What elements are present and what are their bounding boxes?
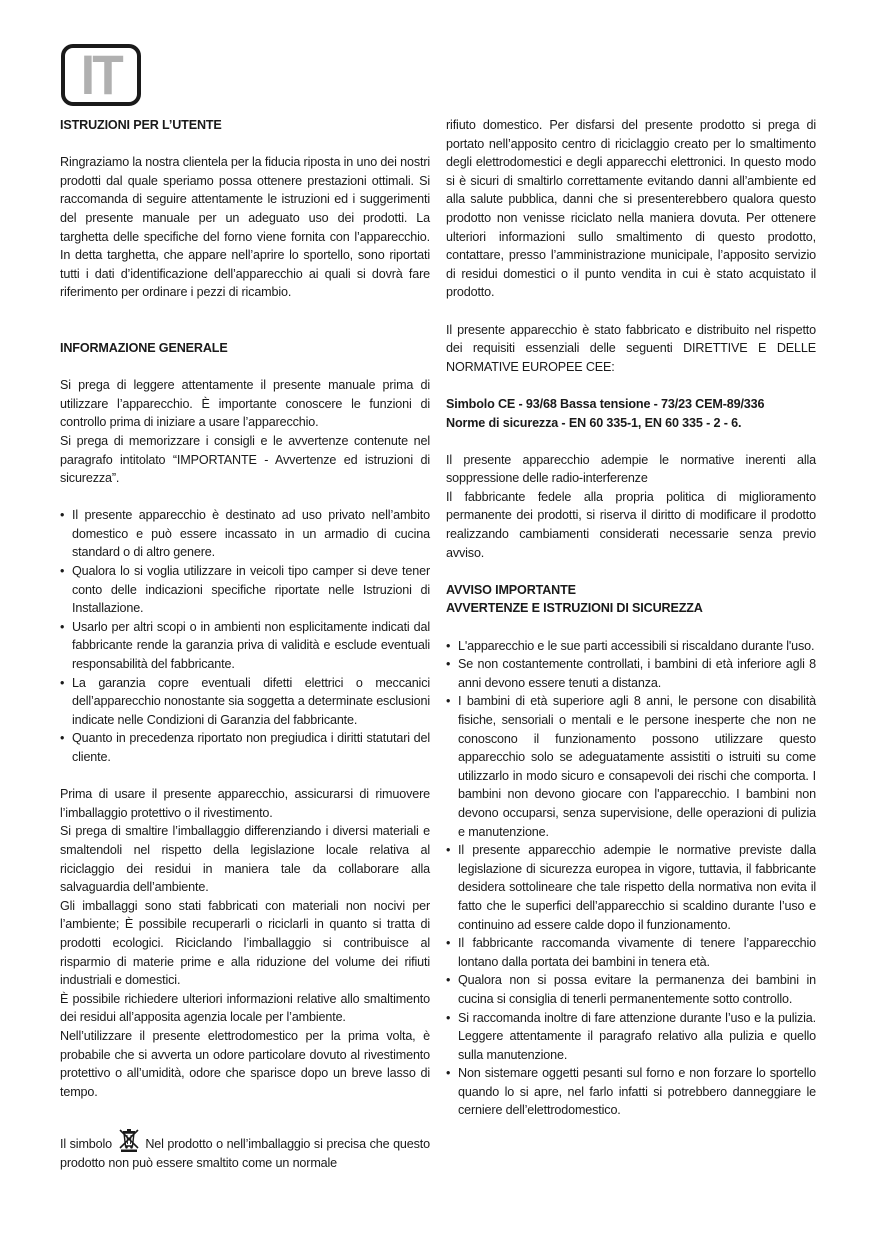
packaging-paragraph-5: Nell’utilizzare il presente elettrodomestico per la prima volta, è probabile che si avverta un odore particolare dovuto al rivestimento protettivo o all’umidità, odore che sparisce dopo un breve lasso di tempo. [60,1028,430,1099]
left-column [60,116,430,1172]
directives-paragraph: Il presente apparecchio è stato fabbricato e distribuito nel rispetto dei requisiti essenziali delle seguenti DIRETTIVE E DELLE NORMATIVE EUROPEE CEE: [446,322,816,374]
list-item: • Il fabbricante raccomanda vivamente di tenere l’apparecchio lontano dalla portata dei bambini in tenera età. [446,934,816,971]
improvement-paragraph: Il fabbricante fedele alla propria politica di miglioramento permanente dei prodotti, si riserva il diritto di modificare il prodotto realizzando cambiamenti considerati necessarie senza previo avviso. [446,489,816,560]
packaging-paragraph-1: Prima di usare il presente apparecchio, assicurarsi di rimuovere l’imballaggio protettivo o il rivestimento. [60,787,430,820]
list-item: • Se non costantemente controllati, i bambini di età inferiore agli 8 anni devono essere tenuti a distanza. [446,655,816,692]
heading-safety-instructions: AVVERTENZE E ISTRUZIONI DI SICUREZZA [446,601,703,616]
packaging-paragraph-4: È possibile richiedere ulteriori informazioni relative allo smaltimento dei residui all’apposita agenzia locale per l’ambiente. [60,991,430,1025]
general-paragraph-1: Si prega di leggere attentamente il presente manuale prima di utilizzare l’apparecchio. È importante conoscere le funzioni di controllo prima di iniziare a usare l’apparecchio. [60,378,430,430]
list-item: • Usarlo per altri scopi o in ambienti non esplicitamente indicati dal fabbricante rende la garanzia priva di validità e esclude eventuali responsabilità del fabbricante. [60,618,430,674]
heading-user-instructions: ISTRUZIONI PER L’UTENTE [60,118,222,132]
symbol-paragraph [60,1128,430,1172]
ce-symbol-line: Simbolo CE - 93/68 Bassa tensione - 73/23 CEM-89/336 [446,396,765,411]
list-item: • I bambini di età superiore agli 8 anni, le persone con disabilità fisiche, sensoriali o mentali e le persone inesperte che non ne conoscono il funzionamento possono utilizzare questo apparecchio solo se adeguatamente assistiti o istruiti su come utilizzarlo in modo sicuro e consapevoli dei rischi che comporta. I bambini non devono giocare con l'apparecchio. I bambini non devono occuparsi, senza supervisione, delle operazioni di pulizia e manutenzione. [446,692,816,841]
crossed-bin-icon [118,1128,140,1152]
list-item: • La garanzia copre eventuali difetti elettrici o meccanici dell’apparecchio nonostante sia soggetta a determinate esclusioni indicate nelle Condizioni di Garanzia del fabbricante. [60,674,430,730]
heading-general-information: INFORMAZIONE GENERALE [60,340,228,355]
packaging-paragraph-2: Si prega di smaltire l’imballaggio differenziando i diversi materiali e smaltendoli nel rispetto della legislazione locale relativa al riciclaggio dei residui in maniera tale da collaborare alla salvaguardia dell’ambiente. [60,824,430,895]
general-paragraph-2: Si prega di memorizzare i consigli e le avvertenze contenute nel paragrafo intitolato “IMPORTANTE - Avvertenze ed istruzioni di sicurezza”. [60,433,430,486]
right-column [446,116,816,1120]
list-item: • Il presente apparecchio è destinato ad uso privato nell’ambito domestico e può essere incassato in un armadio di cucina standard o di altro genere. [60,506,430,562]
packaging-paragraph-3: Gli imballaggi sono stati fabbricati con materiali non nocivi per l’ambiente; È possibile recuperarli o riciclarli in quanto si tratta di prodotti ecologici. Riciclando l’imballaggio si contribuisce al risparmio di materie prime e alla riduzione del volume dei rifiuti industriali e domestici. [60,898,430,988]
intro-paragraph: Ringraziamo la nostra clientela per la fiducia riposta in uno dei nostri prodotti dal quale speriamo possa ottenere prestazioni ottimali. Si raccomanda di seguire attentamente le istruzioni ed i suggerimenti del presente manuale per un adeguato uso dei prodotti. La targhetta delle specifiche del forno viene fornita con l’apparecchio. In detta targhetta, che appare nell’aprire lo sportello, sono riportati tutti i dati d’identificazione dell’apparecchio ai quali si dovrà fare riferimento per ordinare i pezzi di ricambio. [60,155,431,300]
list-item: • L'apparecchio e le sue parti accessibili si riscaldano durante l'uso. [446,637,816,656]
language-badge [61,44,141,106]
list-item: • Quanto in precedenza riportato non pregiudica i diritti statutari del cliente. [60,729,430,766]
list-item: • Si raccomanda inoltre di fare attenzione durante l’uso e la pulizia. Leggere attentamente il paragrafo relativo alla pulizia e quello sulla manutenzione. [446,1009,816,1065]
safety-standards-line: Norme di sicurezza - EN 60 335-1, EN 60 335 - 2 - 6. [446,415,742,430]
symbol-text-before: Il simbolo [60,1137,112,1152]
safety-bullet-list [446,637,816,1120]
general-bullet-list [60,506,430,766]
disposal-paragraph: rifiuto domestico. Per disfarsi del presente prodotto si prega di portato nell’apposito centro di riciclaggio creato per lo smaltimento degli elettrodomestici e degli apparecchi elettronici. In questo modo si è sicuri di smaltirlo correttamente evitando danni all’ambiente ed alla salute pubblica, danni che si presenterebbero qualora questo prodotto non venisse riciclato nella maniera dovuta. Per ottenere ulteriori informazioni sullo smaltimento di questo prodotto, contattare, presso l’amministrazione municipale, l’apposito servizio di residui domestici o il punto vendita in cui è stato acquistato il prodotto. [446,118,816,300]
list-item: • Qualora non si possa evitare la permanenza dei bambini in cucina si consiglia di tenerli permanentemente sotto controllo. [446,971,816,1008]
list-item: • Non sistemare oggetti pesanti sul forno e non forzare lo sportello quando lo si apre, nel farlo infatti si potrebbero danneggiare le cerniere dell’elettrodomestico. [446,1064,816,1120]
list-item: • Qualora lo si voglia utilizzare in veicoli tipo camper si deve tener conto delle indicazioni specifiche riportate nelle Istruzioni di Installazione. [60,562,430,618]
radio-interference-paragraph: Il presente apparecchio adempie le normative inerenti alla soppressione delle radio-interferenze [446,452,816,486]
symbol-text-after: Nel prodotto o nell’imballaggio si precisa che questo prodotto non può essere smaltito come un normale [60,1137,430,1170]
heading-important-notice: AVVISO IMPORTANTE [446,582,576,597]
list-item: • Il presente apparecchio adempie le normative previste dalla legislazione di sicurezza europea in vigore, tuttavia, il fabbricante desidera sottolineare che tale rispetto della normativa non evita il fatto che le superfici dell’apparecchio si scaldino durante l’uso e continuino ad essere calde dopo il funzionamento. [446,841,816,934]
language-badge-label: IT [80,43,122,106]
